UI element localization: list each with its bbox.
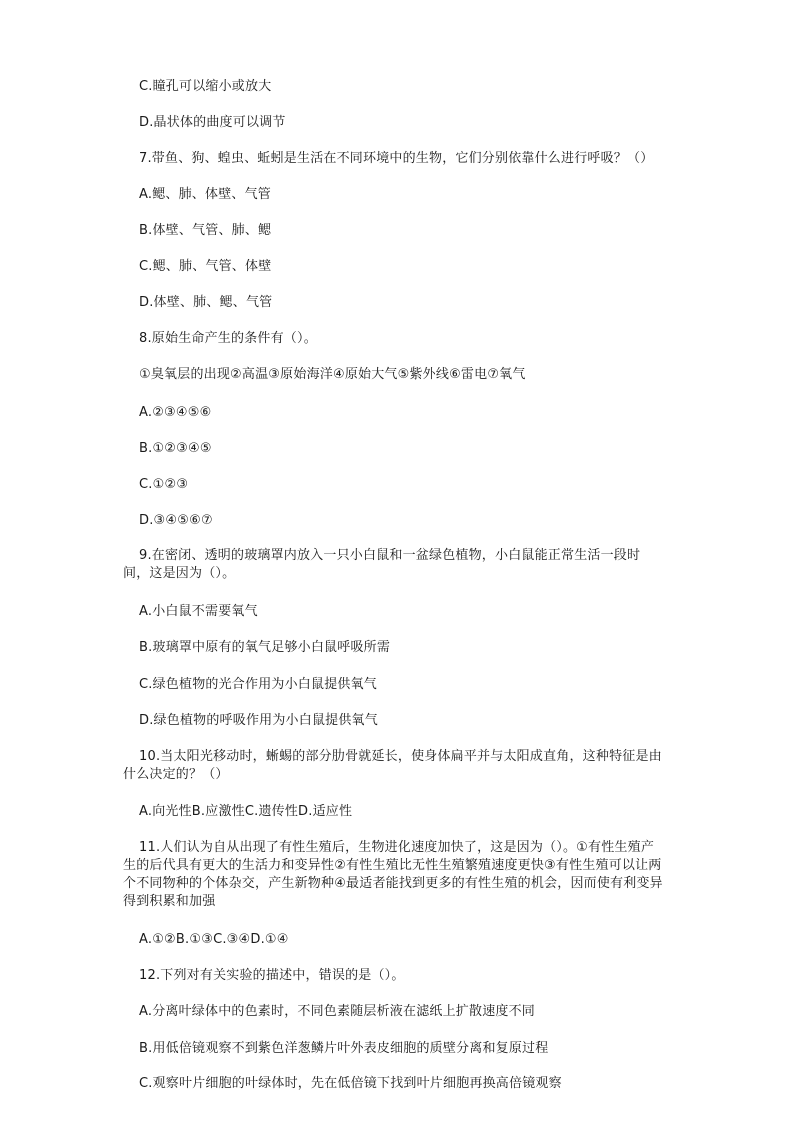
question-11: 11.人们认为自从出现了有性生殖后，生物进化速度加快了，这是因为（）。①有性生殖产生的后代具有更大的生活力和变异性②有性生殖比无性生殖繁殖速度更快③有性生殖可以让两个不同物种的个体杂交，产生新物种④最适者能找到更多的有性生殖的机会，因而使有利变异得到积累和加强 xyxy=(123,840,663,909)
option-a-q12: A.分离叶绿体中的色素时，不同色素随层析液在滤纸上扩散速度不同 xyxy=(139,1004,535,1019)
options-q11: A.①②B.①③C.③④D.①④ xyxy=(139,932,289,947)
option-d-q6: D.晶状体的曲度可以调节 xyxy=(139,115,286,130)
option-b-q9: B.玻璃罩中原有的氧气足够小白鼠呼吸所需 xyxy=(139,640,391,655)
options-q10: A.向光性B.应激性C.遗传性D.适应性 xyxy=(139,804,353,819)
option-c-q8: C.①②③ xyxy=(139,477,189,492)
option-b-q12: B.用低倍镜观察不到紫色洋葱鳞片叶外表皮细胞的质壁分离和复原过程 xyxy=(139,1041,549,1056)
option-a-q7: A.鳃、肺、体壁、气管 xyxy=(139,187,271,202)
question-7: 7.带鱼、狗、蝗虫、蚯蚓是生活在不同环境中的生物，它们分别依靠什么进行呼吸？（） xyxy=(139,151,654,166)
option-d-q9: D.绿色植物的呼吸作用为小白鼠提供氧气 xyxy=(139,713,378,728)
question-9: 9.在密闭、透明的玻璃罩内放入一只小白鼠和一盆绿色植物，小白鼠能正常生活一段时间，这是因为（）。 xyxy=(123,548,641,581)
question-10: 10.当太阳光移动时，蜥蜴的部分肋骨就延长，使身体扁平并与太阳成直角，这种特征是由什么决定的？（） xyxy=(123,749,662,782)
option-c-q6: C.瞳孔可以缩小或放大 xyxy=(139,79,272,94)
option-a-q9: A.小白鼠不需要氧气 xyxy=(139,604,258,619)
question-8: 8.原始生命产生的条件有（）。 xyxy=(139,331,317,346)
question-12: 12.下列对有关实验的描述中，错误的是（）。 xyxy=(139,968,405,983)
option-b-q8: B.①②③④⑤ xyxy=(139,441,212,456)
option-c-q7: C.鳃、肺、气管、体壁 xyxy=(139,259,272,274)
option-b-q7: B.体壁、气管、肺、鳃 xyxy=(139,223,272,238)
question-8-conditions: ①臭氧层的出现②高温③原始海洋④原始大气⑤紫外线⑥雷电⑦氧气 xyxy=(139,367,526,382)
option-c-q12: C.观察叶片细胞的叶绿体时，先在低倍镜下找到叶片细胞再换高倍镜观察 xyxy=(139,1076,562,1091)
option-d-q7: D.体壁、肺、鳃、气管 xyxy=(139,295,273,310)
option-a-q8: A.②③④⑤⑥ xyxy=(139,405,212,420)
option-c-q9: C.绿色植物的光合作用为小白鼠提供氧气 xyxy=(139,677,378,692)
option-d-q8: D.③④⑤⑥⑦ xyxy=(139,513,213,528)
